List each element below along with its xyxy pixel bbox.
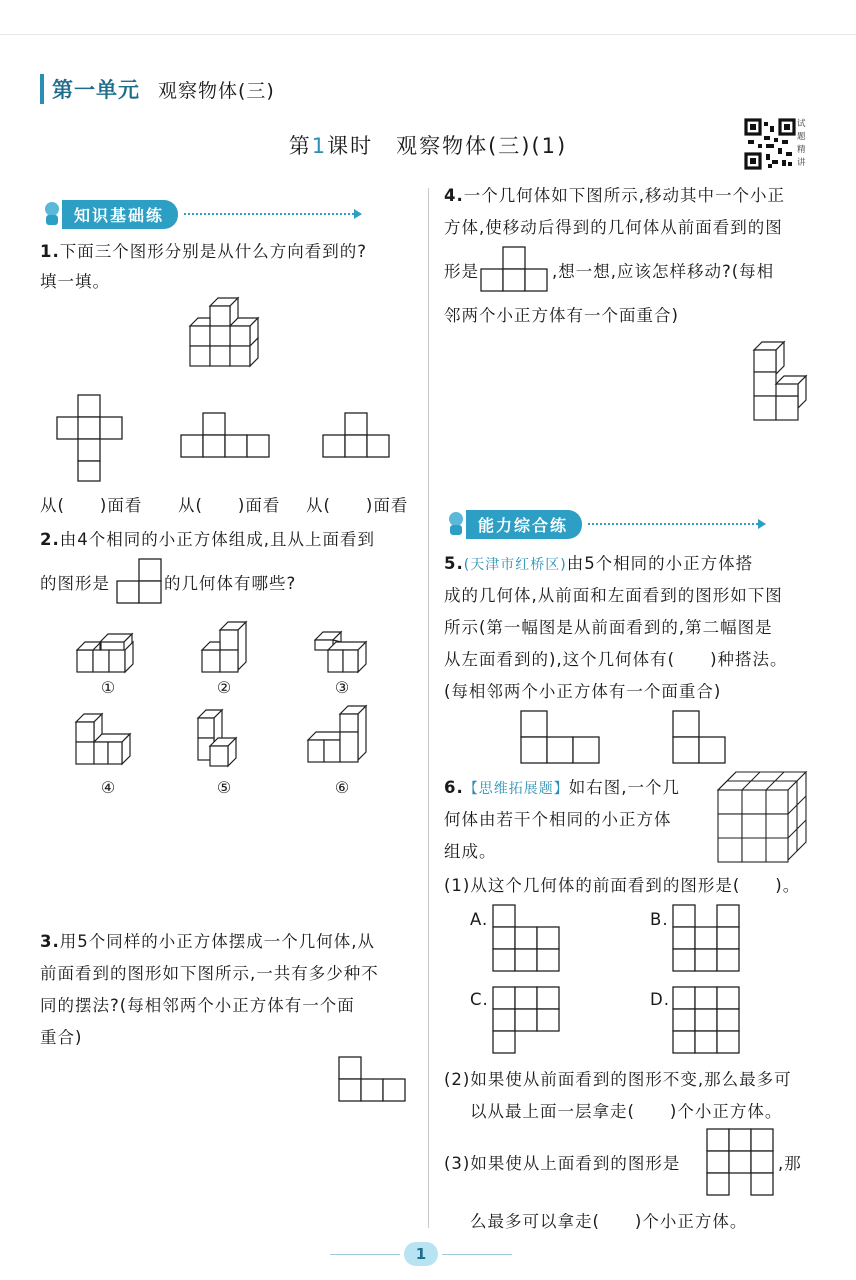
q1-line2: 填一填。: [40, 272, 110, 291]
q6-option-c[interactable]: [492, 986, 562, 1056]
q5-line2: 成的几何体,从前面和左面看到的图形如下图: [444, 586, 783, 605]
page-number: 1: [404, 1242, 438, 1266]
q6-sub3c: 么最多可以拿走( )个小正方体。: [470, 1212, 748, 1231]
q3-front-view: [338, 1056, 408, 1104]
column-divider: [428, 188, 429, 1228]
q2-option-2: [198, 620, 258, 676]
q6-option-c-label[interactable]: C.: [470, 990, 489, 1009]
mascot-icon: [444, 510, 472, 538]
q5-line3: 所示(第一幅图是从前面看到的,第二幅图是: [444, 618, 773, 637]
q6-sub2b: 以从最上面一层拿走( )个小正方体。: [470, 1102, 783, 1121]
mascot-icon: [40, 200, 68, 228]
q4-cube-figure: [752, 338, 810, 422]
q6-option-d[interactable]: [672, 986, 742, 1056]
q5-left-view: [672, 710, 730, 766]
q2-option-4: [74, 712, 138, 768]
q6-option-a[interactable]: [492, 904, 562, 974]
q1-view-b: [180, 412, 272, 460]
q1-view-a: [56, 394, 126, 484]
q1-cube-figure: [180, 296, 270, 380]
q4-line3a: 形是: [444, 262, 479, 281]
q6-line1: 6.【思维拓展题】如右图,一个几: [444, 778, 680, 797]
q5-line5: (每相邻两个小正方体有一个面重合): [444, 682, 722, 701]
q4-line4: 邻两个小正方体有一个面重合): [444, 306, 679, 325]
q2-option-6: [306, 704, 372, 768]
dotted-arrow: [588, 523, 758, 525]
q6-sub1: (1)从这个几何体的前面看到的图形是( )。: [444, 876, 801, 895]
q1-blank2[interactable]: 从( )面看: [178, 496, 281, 515]
q1-view-c: [322, 412, 394, 460]
q4-line2: 方体,使移动后得到的几何体从前面看到的图: [444, 218, 783, 237]
q6-option-a-label[interactable]: A.: [470, 910, 489, 929]
unit-label: 第一单元: [40, 74, 148, 104]
section-title: 知识基础练: [62, 200, 178, 229]
q2-line2a: 的图形是: [40, 574, 110, 593]
q2-top-view: [116, 558, 162, 606]
q1-line1: 1.下面三个图形分别是从什么方向看到的?: [40, 242, 368, 261]
footer-line-right: [442, 1254, 512, 1255]
q2-option-5: [194, 708, 246, 768]
qr-code-icon[interactable]: [744, 118, 796, 170]
q3-line2: 前面看到的图形如下图所示,一共有多少种不: [40, 964, 379, 983]
footer-line-left: [330, 1254, 400, 1255]
q2-label-5: ⑤: [216, 778, 232, 797]
q2-line1: 2.由4个相同的小正方体组成,且从上面看到: [40, 530, 375, 549]
q6-option-b[interactable]: [672, 904, 742, 974]
q2-label-1: ①: [100, 678, 116, 697]
lesson-prefix: 第: [288, 134, 312, 158]
top-bar: [0, 0, 856, 35]
q2-option-1: [76, 630, 142, 676]
q1-blank1[interactable]: 从( )面看: [40, 496, 143, 515]
q5-line4: 从左面看到的),这个几何体有( )种搭法。: [444, 650, 788, 669]
q3-line1: 3.用5个同样的小正方体摆成一个几何体,从: [40, 932, 375, 951]
section-banner-basic: [40, 200, 354, 228]
qr-label: 试题精讲: [797, 119, 806, 168]
q5-front-view: [520, 710, 602, 766]
q4-line3b: ,想一想,应该怎样移动?(每相: [552, 262, 775, 281]
q2-line2b: 的几何体有哪些?: [164, 574, 297, 593]
q6-sub2a: (2)如果使从前面看到的图形不变,那么最多可: [444, 1070, 792, 1089]
q6-cube-figure: [714, 770, 810, 866]
dotted-arrow: [184, 213, 354, 215]
lesson-suffix: 课时 观察物体(三)(1): [327, 134, 568, 158]
q6-top-view: [706, 1128, 776, 1198]
q2-option-3: [314, 630, 376, 676]
q6-line3: 组成。: [444, 842, 497, 861]
q6-line2: 何体由若干个相同的小正方体: [444, 810, 672, 829]
q2-label-2: ②: [216, 678, 232, 697]
q2-label-6: ⑥: [334, 778, 350, 797]
q5-line1: 5.(天津市红桥区)由5个相同的小正方体搭: [444, 554, 754, 573]
q6-option-b-label[interactable]: B.: [650, 910, 669, 929]
q4-target-view: [480, 246, 550, 294]
q6-option-d-label[interactable]: D.: [650, 990, 670, 1009]
q4-line1: 4.一个几何体如下图所示,移动其中一个小正: [444, 186, 785, 205]
q2-label-4: ④: [100, 778, 116, 797]
section-title: 能力综合练: [466, 510, 582, 539]
unit-header: [40, 74, 275, 104]
lesson-number: 1: [311, 134, 328, 158]
q6-sub3b: ,那: [778, 1154, 802, 1173]
q6-sub3a: (3)如果使从上面看到的图形是: [444, 1154, 681, 1173]
unit-title: 观察物体(三): [158, 79, 275, 102]
lesson-title: [0, 130, 856, 160]
q3-line3: 同的摆法?(每相邻两个小正方体有一个面: [40, 996, 355, 1015]
q2-label-3: ③: [334, 678, 350, 697]
section-banner-ability: [444, 510, 758, 538]
q1-blank3[interactable]: 从( )面看: [306, 496, 409, 515]
q3-line4: 重合): [40, 1028, 83, 1047]
